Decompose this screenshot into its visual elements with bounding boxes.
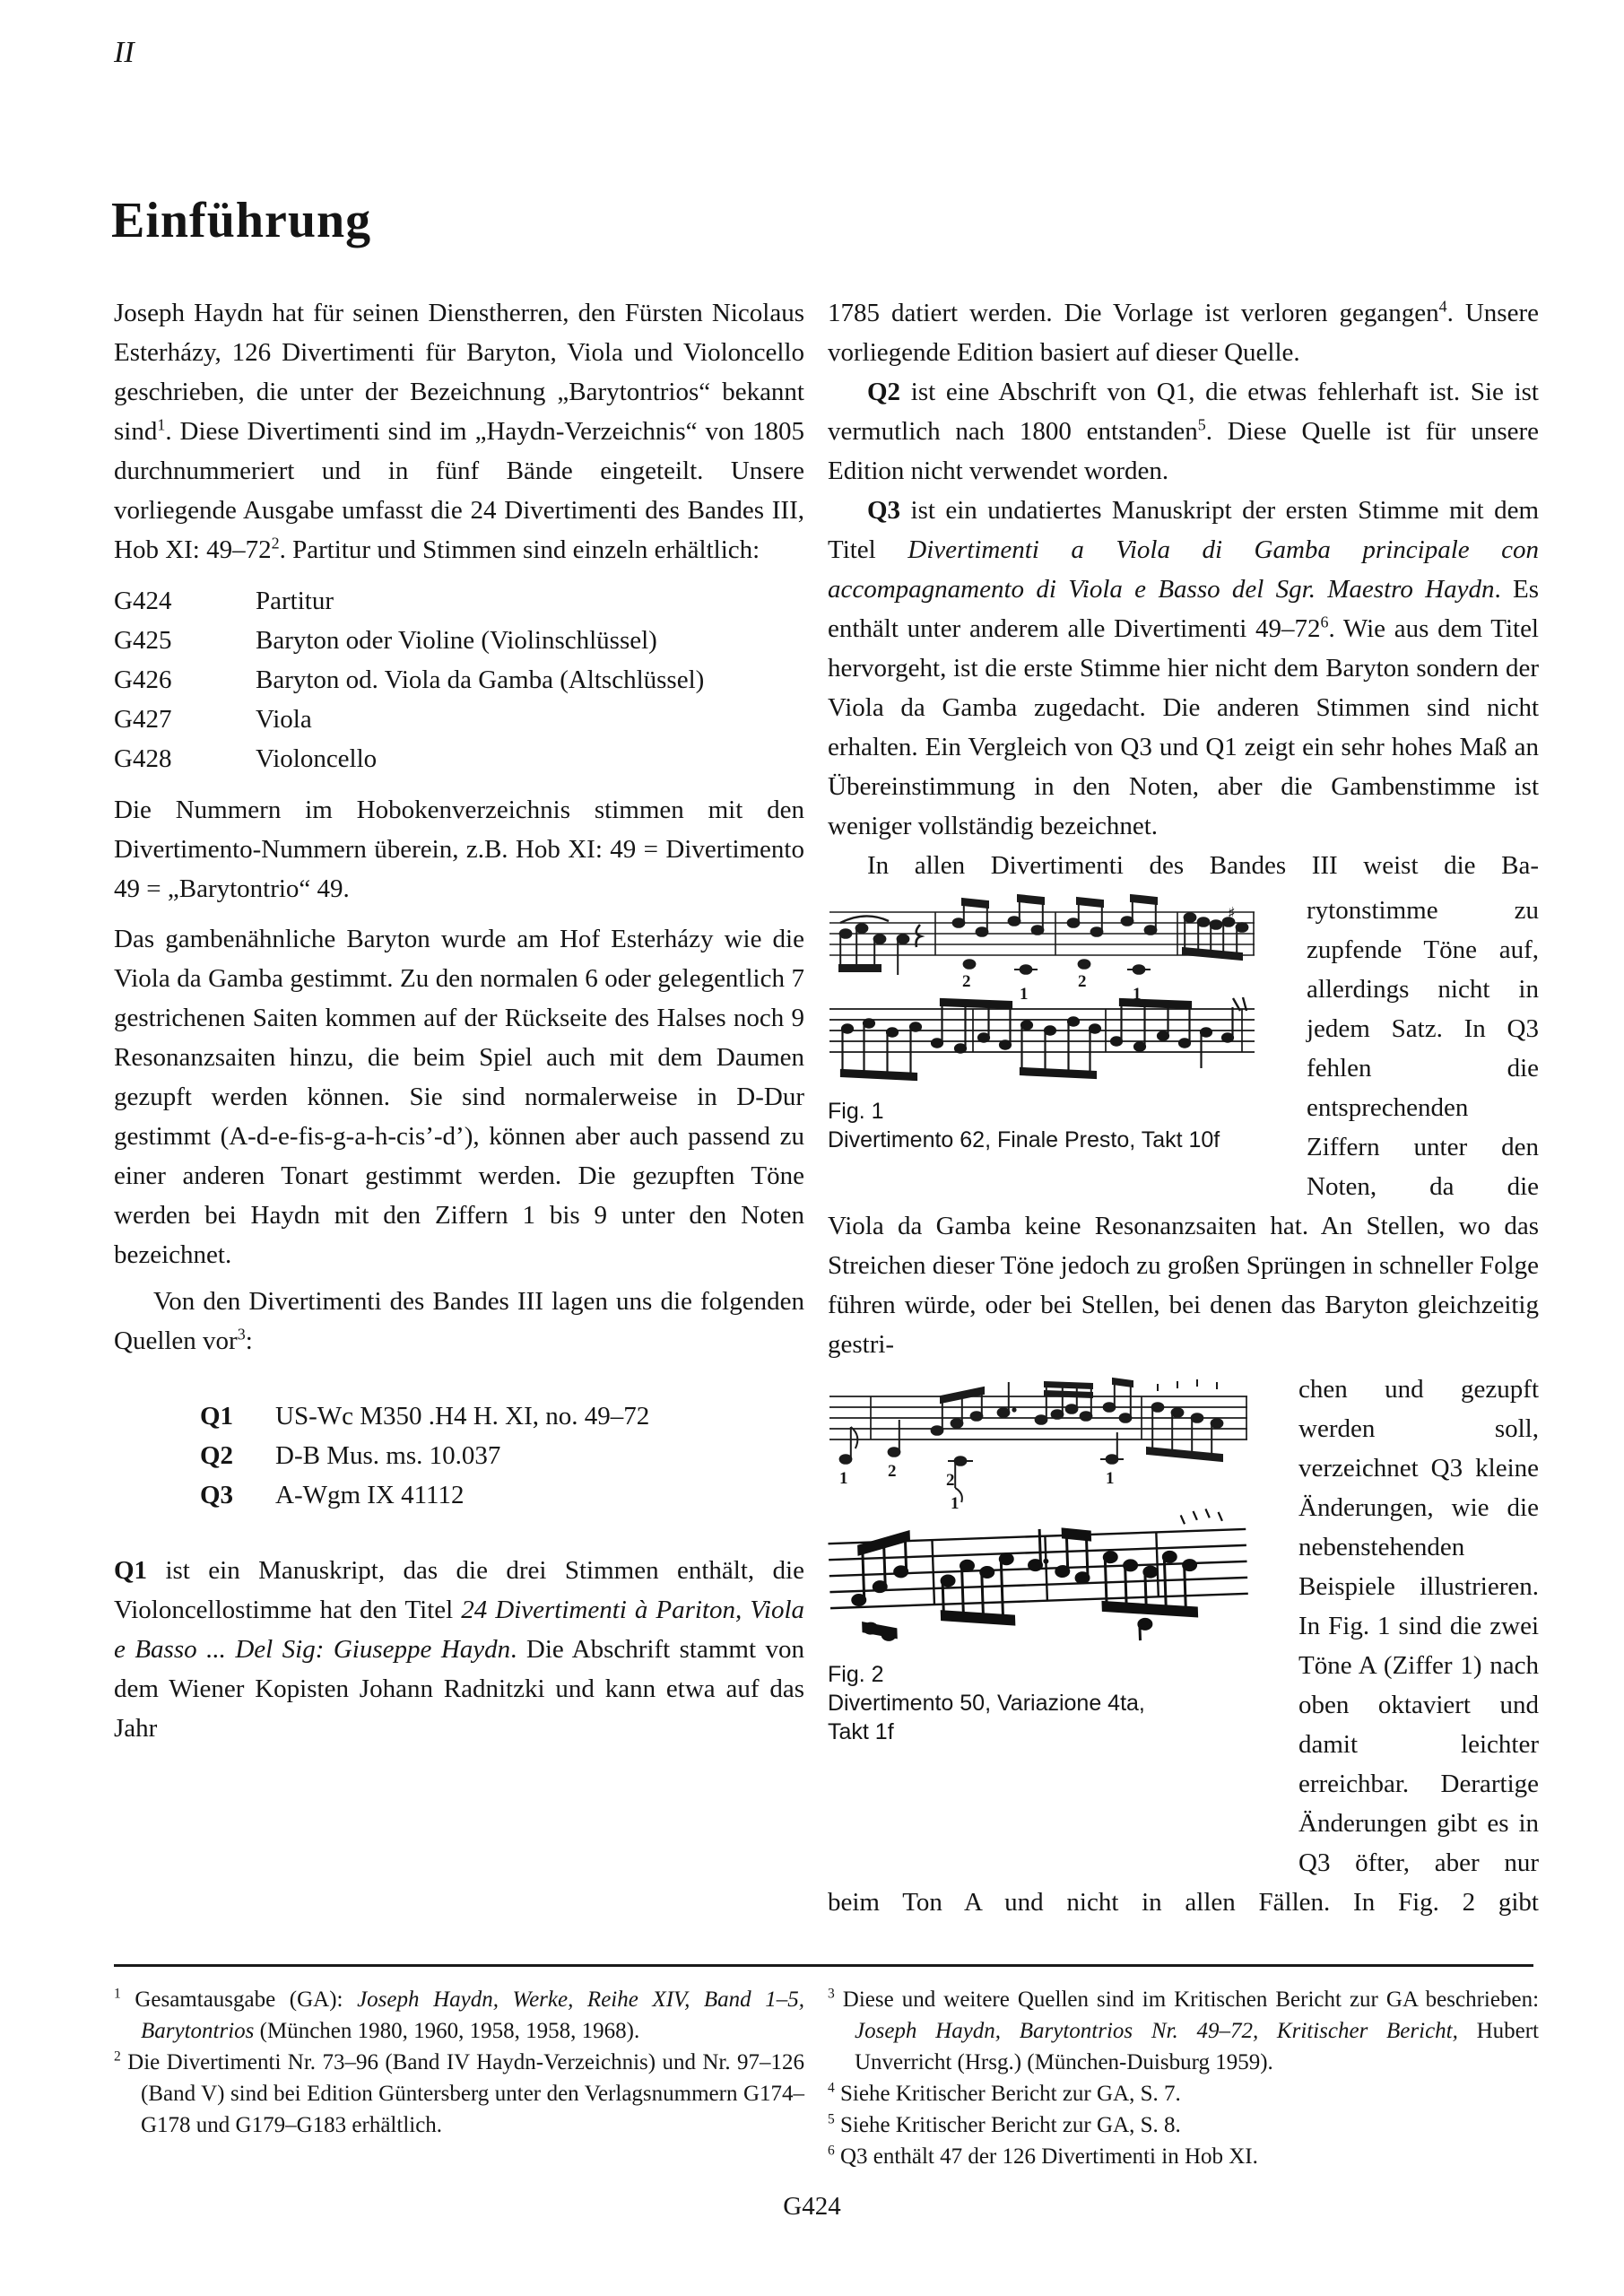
catalog-code: G428 — [114, 744, 172, 773]
footnote-number: 2 — [114, 2048, 121, 2065]
figure1-label: Fig. 1 — [828, 1099, 884, 1124]
footnote-2 — [114, 2047, 804, 2141]
right-column — [828, 293, 1539, 1922]
footnote-divider-rule — [114, 1964, 1533, 1967]
fig1-pluck-digit: 1 — [1133, 985, 1142, 1004]
figure2-caption — [828, 1660, 1249, 1746]
paragraph-sources-intro: Von den Divertimenti des Bandes III lagen uns die folgenden Quellen vor$^3$: — [114, 1287, 804, 1355]
paragraph-band3-first-line: In allen Divertimenti des Bandes III weist die Ba- — [867, 851, 1539, 880]
fig1-music-system-1 — [828, 891, 1256, 996]
footnotes-right-column — [828, 1984, 1539, 2172]
catalog-label: Baryton oder Violine (Violinschlüssel) — [256, 626, 657, 655]
footnote-text: Siehe Kritischer Bericht zur GA, S. 8. — [840, 2113, 1181, 2137]
figure2-caption-line2: Takt 1f — [828, 1719, 894, 1744]
catalog-label: Partitur — [256, 587, 334, 615]
footnote-number: 5 — [828, 2111, 835, 2127]
page-title: Einführung — [111, 193, 372, 248]
svg-text:♯: ♯ — [1228, 904, 1236, 923]
catalog-row — [114, 621, 804, 660]
fig2-music-system-1 — [828, 1370, 1249, 1506]
figure2-row — [828, 1370, 1539, 1883]
source-shelfmark: D-B Mus. ms. 10.037 — [275, 1441, 501, 1470]
paragraph-q3-description: Q3 ist ein undatiertes Manuskript der ersten Stimme mit dem Titel Divertimenti a Viola di Gamba principale con accompagnamento di Viola e Basso del Sgr. Maestro Haydn. Es enthält unter anderem alle Divertimenti $49-72^6$. Wie aus dem Titel hervorgeht, ist die erste Stimme hier nicht dem Baryton sondern der Viola da Gamba zugedacht. Die anderen Stimmen sind nicht erhalten. Ein Vergleich von Q3 und Q1 zeigt ein sehr hohes Maß an Übereinstimmung in den Noten, aber die Gambenstimme ist weniger vollständig bezeichnet. — [828, 496, 1540, 840]
figure2-caption-line1: Divertimento 50, Variazione 4ta, — [828, 1691, 1145, 1716]
folio-number: II — [114, 36, 135, 69]
catalog-code: G427 — [114, 705, 172, 734]
paragraph-intro: Joseph Haydn hat für seinen Dienstherren, den Fürsten Nicolaus Esterházy, 126 Divertimenti für Baryton, Viola und Violoncello geschrieben, die unter der Bezeichnung „Barytontrios“ bekannt sind$^1$. Diese Divertimenti sind im „Haydn-Verzeichnis“ von 1805 durchnummeriert und in fünf Bände eingeteilt. Unsere vorliegende Ausgabe umfasst die 24 Divertimenti des Bandes III, Hob XI: $49-72^2$. Partitur und Stimmen sind einzeln erhältlich: — [114, 299, 804, 564]
catalog-code: G425 — [114, 626, 172, 655]
footnote-text: Diese und weitere Quellen sind im Kritischen Bericht zur GA beschrieben: Joseph Haydn, Barytontrios Nr. 49–72, Kritischer Bericht, Hubert Unverricht (Hrsg.) (München-Duisburg 1959). — [842, 1987, 1540, 2074]
footnote-number: 4 — [828, 2080, 835, 2096]
source-siglum: Q3 — [200, 1481, 234, 1509]
catalog-label: Baryton od. Viola da Gamba (Altschlüssel) — [256, 665, 705, 694]
fig1-pluck-digit: 1 — [1020, 985, 1029, 1004]
figure1-caption — [828, 1097, 1260, 1154]
footnote-text: Siehe Kritischer Bericht zur GA, S. 7. — [840, 2082, 1181, 2106]
footnotes-section — [114, 1984, 1539, 2172]
paragraph-baryton-description: Das gambenähnliche Baryton wurde am Hof Esterházy wie die Viola da Gamba gestimmt. Zu den normalen 6 oder gelegentlich 7 gestrichenen Saiten kommen auf der Rückseite des Halses noch 9 Resonanzsaiten hinzu, die beim Spiel auch mit dem Daumen gezupft werden können. Sie sind normalerweise in D-Dur gestimmt (A-d-e-fis-g-a-h-cis’-d’), können aber auch passend zu einer anderen Tonart gestimmt werden. Die gezupften Töne werden bei Haydn mit den Ziffern 1 bis 9 unter den Noten bezeichnet. — [114, 925, 804, 1269]
catalog-row — [114, 660, 804, 700]
footnote-text: Q3 enthält 47 der 126 Divertimenti in Hob XI. — [840, 2144, 1258, 2169]
source-row — [200, 1475, 804, 1515]
footnote-text: Gesamtausgabe (GA): Joseph Haydn, Werke, Reihe XIV, Band 1–5, Barytontrios (München 1980, 1960, 1958, 1958, 1968). — [135, 1987, 804, 2043]
footnote-text: Die Divertimenti Nr. 73–96 (Band IV Haydn-Verzeichnis) und Nr. 97–126 (Band V) sind bei Edition Güntersberg unter den Verlagsnummern G174–G178 und G179–G183 erhältlich. — [127, 2050, 805, 2137]
paragraph-hoboken-numbers: Die Nummern im Hobokenverzeichnis stimmen mit den Divertimento-Nummern überein, z.B. Hob XI: 49 = Divertimento 49 = „Barytontrio“ 49. — [114, 796, 804, 903]
figure-2 — [828, 1370, 1249, 1883]
catalog-row — [114, 739, 804, 778]
source-siglum: Q2 — [200, 1441, 234, 1470]
catalog-code: G424 — [114, 587, 172, 615]
source-shelfmark: A-Wgm IX 41112 — [275, 1481, 465, 1509]
footnote-number: 1 — [114, 1986, 121, 2002]
figure1-wrap-text: rytonstimme zu zupfende Töne auf, allerdings nicht in jedem Satz. In Q3 fehlen die entsprechenden Ziffern unter den Noten, da die — [1307, 896, 1539, 1201]
paragraph-q1-description: Q1 ist ein Manuskript, das die drei Stimmen enthält, die Violoncellostimme hat den Titel 24 Divertimenti à Pariton, Viola e Basso ... Del Sig: Giuseppe Haydn. Die Abschrift stammt von dem Wiener Kopisten Johann Radnitzki und kann etwa auf das Jahr — [114, 1556, 804, 1743]
fig2-pluck-digit: 2 — [888, 1462, 897, 1481]
fig2-music-system-2 — [828, 1506, 1249, 1648]
footnote-4 — [828, 2078, 1539, 2109]
fig2-pluck-digit: 1 — [1106, 1469, 1115, 1488]
footnote-5 — [828, 2109, 1539, 2141]
catalog-row — [114, 700, 804, 739]
fig2-pluck-digit: 2 — [946, 1471, 955, 1490]
catalog-code: G426 — [114, 665, 172, 694]
footnote-3 — [828, 1984, 1539, 2078]
fig2-pluck-digit: 1 — [839, 1469, 848, 1488]
sources-list — [114, 1396, 804, 1515]
footnotes-left-column — [114, 1984, 804, 2172]
footnote-1 — [114, 1984, 804, 2047]
source-row — [200, 1436, 804, 1475]
source-siglum: Q1 — [200, 1402, 234, 1431]
source-row — [200, 1396, 804, 1436]
catalog-label: Violoncello — [256, 744, 378, 773]
footnote-number: 3 — [828, 1986, 835, 2002]
left-column — [114, 293, 804, 1922]
source-shelfmark: US-Wc M350 .H4 H. XI, no. 49–72 — [275, 1402, 650, 1431]
footnote-6 — [828, 2141, 1539, 2172]
paragraph-q1-continuation: 1785 datiert werden. Die Vorlage ist verloren gegangen$^4$. Unsere vorliegende Edition basiert auf dieser Quelle. — [828, 297, 1539, 367]
paragraph-q2-description: Q2 ist eine Abschrift von Q1, die etwas fehlerhaft ist. Sie ist vermutlich nach 1800 entstanden$^5$. Diese Quelle ist für unsere Edition nicht verwendet worden. — [828, 378, 1540, 485]
figure2-label: Fig. 2 — [828, 1662, 884, 1687]
figure1-row — [828, 891, 1539, 1206]
figure1-caption-text: Divertimento 62, Finale Presto, Takt 10f — [828, 1127, 1220, 1152]
catalog-row — [114, 581, 804, 621]
fig1-music-system-2 — [828, 996, 1256, 1084]
fig2-pluck-digit: 1 — [951, 1494, 960, 1513]
fig1-pluck-digit: 2 — [962, 972, 971, 991]
figure-1 — [828, 891, 1260, 1206]
paragraph-gamba-resonanz: Viola da Gamba keine Resonanzsaiten hat. An Stellen, wo das Streichen dieser Töne jedoch zu großen Sprüngen in schneller Folge führen würde, oder bei Stellen, bei denen das Baryton gleichzeitig gestri- — [828, 1212, 1539, 1359]
footnote-number: 6 — [828, 2143, 835, 2159]
paragraph-final-line: beim Ton A und nicht in allen Fällen. In Fig. 2 gibt — [828, 1888, 1539, 1917]
page-number: G424 — [783, 2192, 841, 2221]
two-column-body — [114, 293, 1539, 1922]
figure2-wrap-text: chen und gezupft werden soll, verzeichnet Q3 kleine Änderungen, wie die nebenstehenden Beispiele illustrieren. In Fig. 1 sind die zwei Töne A (Ziffer 1) nach oben oktaviert und damit leichter erreichbar. Derartige Änderungen gibt es in Q3 öfter, aber nur — [1298, 1375, 1539, 1877]
edition-catalog-list — [114, 581, 804, 778]
catalog-label: Viola — [256, 705, 312, 734]
fig1-pluck-digit: 2 — [1078, 972, 1087, 991]
